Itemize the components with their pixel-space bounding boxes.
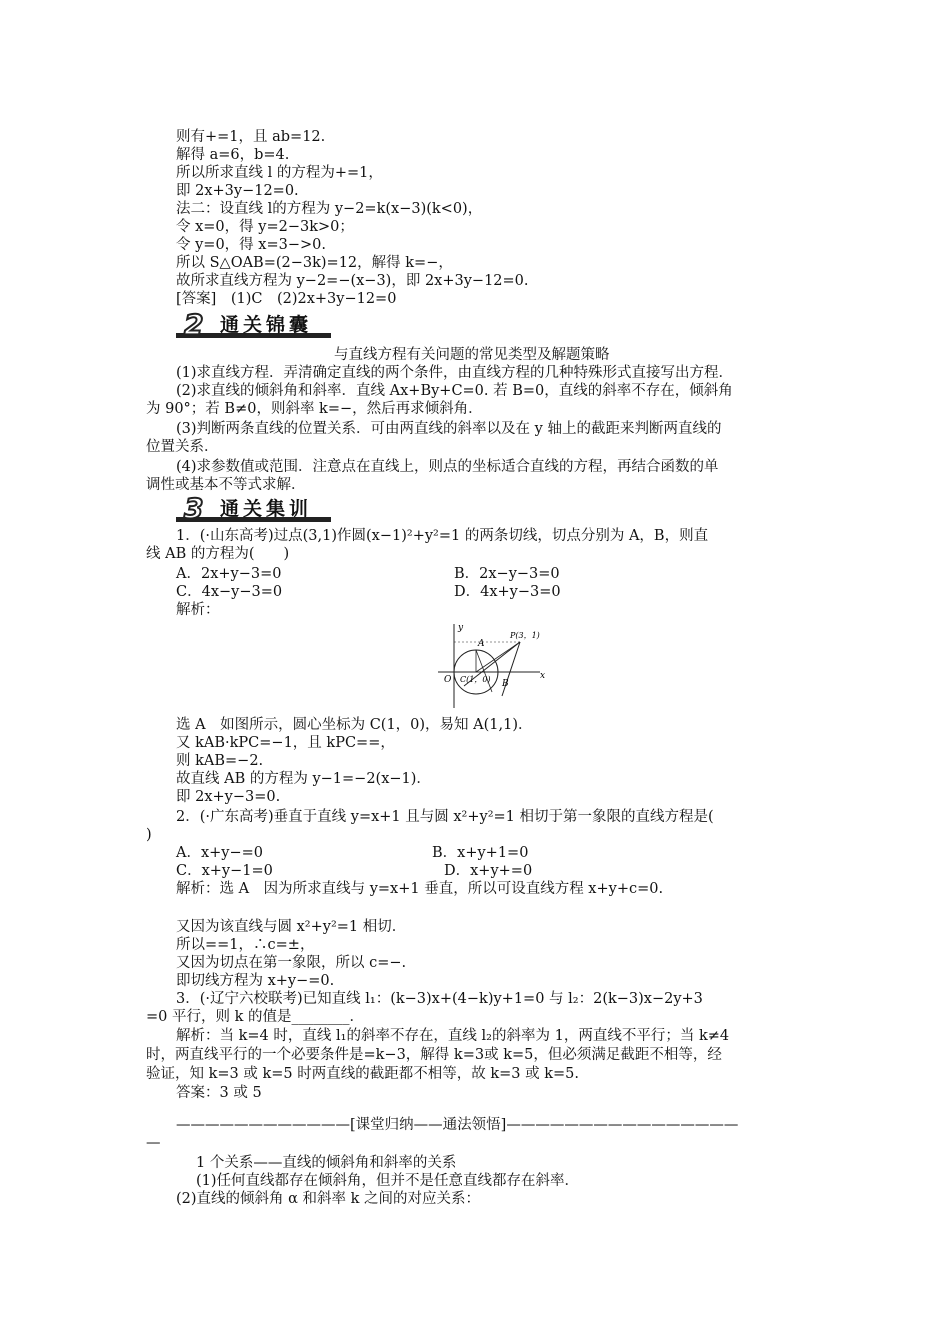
solution-line: 时，两直线平行的一个必要条件是=k−3，解得 k=3或 k=5，但必须满足截距不相等，经 — [146, 1047, 722, 1063]
solution-line: 验证，知 k=3 或 k=5 时两直线的截距都不相等，故 k=3 或 k=5. — [146, 1066, 580, 1082]
label-b: B — [502, 679, 509, 689]
option-d: D．4x+y−3=0 — [454, 584, 561, 600]
option-b: B．2x−y−3=0 — [454, 566, 560, 582]
text-line: 则有+=1，且 ab=12. — [176, 129, 326, 145]
banner-label: 通关集训 — [220, 498, 313, 520]
solution-line: 即切线方程为 x+y−=0. — [176, 973, 335, 989]
question-2: 2．(·广东高考)垂直于直线 y=x+1 且与圆 x²+y²=1 相切于第一象限的直线方程是( — [176, 809, 714, 825]
question-3: 3．(·辽宁六校联考)已知直线 l₁：(k−3)x+(4−k)y+1=0 与 l₂：2(k−3)x−2y+3 — [176, 991, 703, 1007]
banner-label: 通关锦囊 — [220, 314, 313, 336]
question-1: 1．(·山东高考)过点(3,1)作圆(x−1)²+y²=1 的两条切线，切点分别为 A，B，则直 — [176, 528, 709, 544]
label-p: P(3，1) — [510, 631, 540, 640]
section-banner-3 — [176, 492, 346, 525]
circle-tangent-figure — [432, 620, 550, 710]
text-line: 解得 a=6，b=4. — [176, 147, 290, 163]
ab-line — [476, 650, 492, 692]
option-a: A．x+y−=0 — [176, 845, 264, 861]
label-c: C(1，0) — [460, 675, 491, 684]
solution-line: 则 kAB=−2. — [176, 753, 264, 769]
text-line: 故所求直线方程为 y−2=−(x−3)，即 2x+3y−12=0. — [176, 273, 529, 289]
text-line: (1)求直线方程．弄清确定直线的两个条件，由直线方程的几种特殊形式直接写出方程． — [176, 365, 734, 381]
jiexi-label: 解析： — [176, 602, 220, 618]
solution-line: 所以==1，∴c=±， — [176, 937, 315, 953]
summary-divider-tail: — — [146, 1135, 161, 1151]
text-line: (4)求参数值或范围．注意点在直线上，则点的坐标适合直线的方程，再结合函数的单 — [176, 459, 719, 475]
summary-line: 1 个关系——直线的倾斜角和斜率的关系 — [196, 1155, 457, 1171]
text-line: 令 y=0，得 x=3−>0. — [176, 237, 326, 253]
banner-number: 2 — [184, 308, 204, 341]
label-x: x — [540, 671, 546, 681]
summary-line: (1)任何直线都存在倾斜角，但并不是任意直线都存在斜率． — [196, 1173, 580, 1189]
text-line: 法二：设直线 l的方程为 y−2=k(x−3)(k<0)， — [176, 201, 483, 217]
label-o: O — [444, 675, 452, 685]
solution-line: 解析：当 k=4 时，直线 l₁的斜率不存在，直线 l₂的斜率为 1，两直线不平行；当 k≠4 — [176, 1028, 730, 1044]
option-a: A．2x+y−3=0 — [176, 566, 282, 582]
label-a: A — [478, 639, 485, 649]
solution-line: 解析：选 A 因为所求直线与 y=x+1 垂直，所以可设直线方程 x+y+c=0. — [176, 881, 664, 897]
section-banner-2 — [176, 308, 346, 341]
label-y: y — [458, 623, 464, 633]
solution-line: 又因为该直线与圆 x²+y²=1 相切． — [176, 919, 407, 935]
question-3: =0 平行，则 k 的值是________． — [146, 1009, 364, 1025]
solution-line: 选 A 如图所示，圆心坐标为 C(1，0)，易知 A(1,1)． — [176, 717, 533, 733]
option-b: B．x+y+1=0 — [432, 845, 529, 861]
option-c: C．4x−y−3=0 — [176, 584, 283, 600]
option-d: D．x+y+=0 — [444, 863, 533, 879]
text-line: (2)求直线的倾斜角和斜率．直线 Ax+By+C=0. 若 B=0，直线的斜率不存在，倾斜角 — [176, 383, 733, 399]
summary-line: (2)直线的倾斜角 α 和斜率 k 之间的对应关系： — [176, 1191, 481, 1207]
solution-line: 又 kAB·kPC=−1，且 kPC==， — [176, 735, 395, 751]
text-line: 为 90°；若 B≠0，则斜率 k=−，然后再求倾斜角． — [146, 401, 483, 417]
text-line: 所以所求直线 l 的方程为+=1， — [176, 165, 383, 181]
text-line: [答案] (1)C (2)2x+3y−12=0 — [176, 291, 397, 307]
solution-line: 故直线 AB 的方程为 y−1=−2(x−1)． — [176, 771, 431, 787]
text-line: 令 x=0，得 y=2−3k>0； — [176, 219, 354, 235]
text-line: 所以 S△OAB=(2−3k)=12，解得 k=−， — [176, 255, 453, 271]
question-2: ) — [146, 827, 152, 843]
summary-divider: ————————————[课堂归纳——通法领悟]———————————————— — [176, 1117, 739, 1133]
section-subtitle: 与直线方程有关问题的常见类型及解题策略 — [334, 347, 610, 363]
text-line: 即 2x+3y−12=0. — [176, 183, 299, 199]
text-line: 调性或基本不等式求解． — [146, 477, 306, 493]
text-line: (3)判断两条直线的位置关系．可由两直线的斜率以及在 y 轴上的截距来判断两直线的 — [176, 421, 722, 437]
question-1: 线 AB 的方程为( ) — [146, 546, 290, 562]
option-c: C．x+y−1=0 — [176, 863, 273, 879]
banner-number: 3 — [184, 492, 204, 525]
answer-line: 答案：3 或 5 — [176, 1085, 262, 1101]
solution-line: 又因为切点在第一象限，所以 c=−. — [176, 955, 407, 971]
solution-line: 即 2x+y−3=0. — [176, 789, 281, 805]
text-line: 位置关系． — [146, 439, 219, 455]
